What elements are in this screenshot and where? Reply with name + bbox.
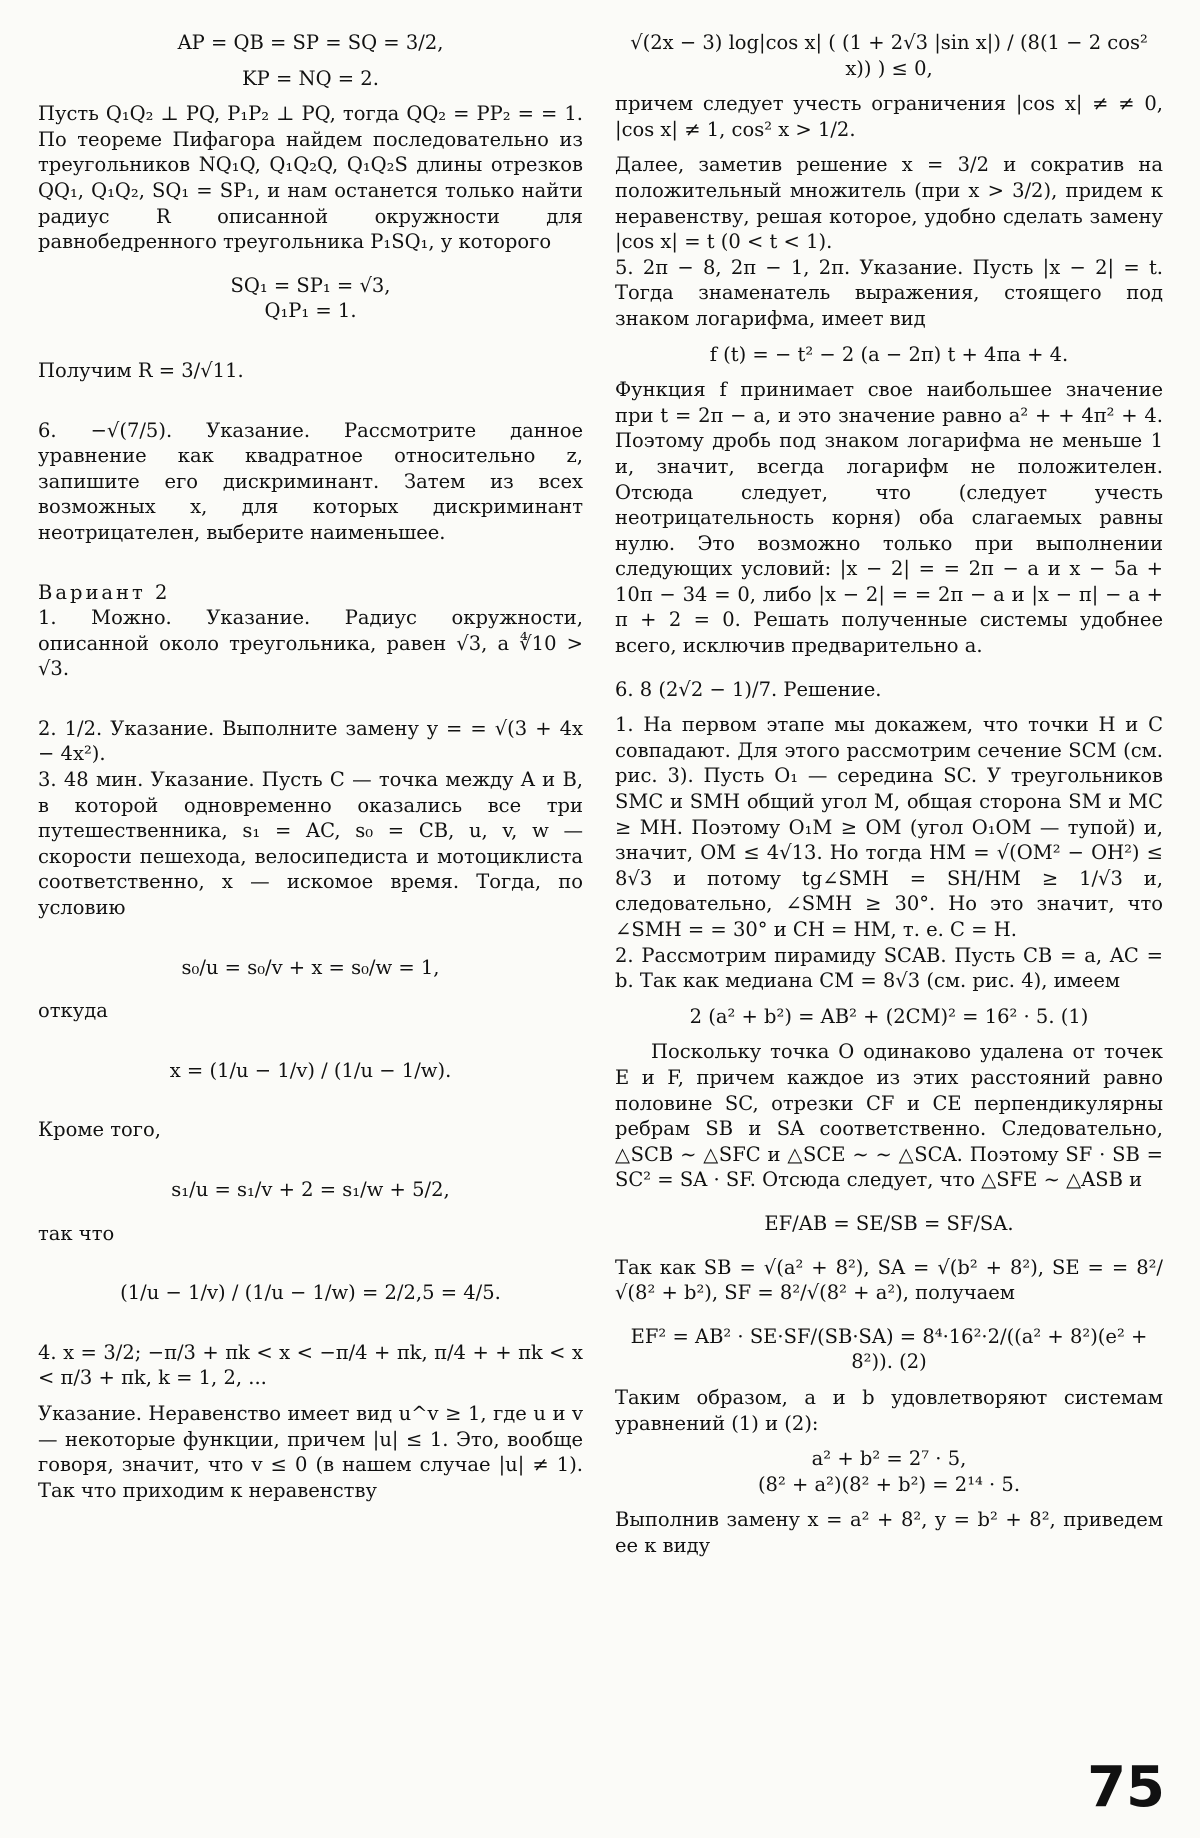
eq-ef-ratio: EF/AB = SE/SB = SF/SA. xyxy=(764,1211,1014,1235)
eq-x: x = (1/u − 1/v) / (1/u − 1/w). xyxy=(169,1058,452,1082)
eq-2: EF² = AB² · SE·SF/(SB·SA) = 8⁴·16²·2/((a² + 8²)(e² + 8²)). (2) xyxy=(630,1324,1148,1374)
system-eq-2: (8² + a²)(8² + b²) = 2¹⁴ · 5. xyxy=(757,1472,1021,1496)
paragraph-takim: Таким образом, a и b удовлетворяют системам уравнений (1) и (2): xyxy=(615,1385,1163,1435)
eq-s1: s₁/u = s₁/v + 2 = s₁/w + 5/2, xyxy=(171,1178,450,1201)
tak-chto: так что xyxy=(38,1221,115,1245)
v2-answer-3: 3. 48 мин. Указание. Пусть C — точка между A и B, в которой одновременно оказались все три путешественника, s₁ = AC, s₀ = CB, u, v, w — скорости пешехода, велосипедиста и мотоциклиста соответственно, x — искомое время. Тогда, по условию xyxy=(38,768,583,920)
paragraph-poskolku: Поскольку точка O одинаково удалена от точек E и F, причем каждое из этих расстояний равно половине SC, отрезки CF и CE перпендикулярны ребрам SB и SA соответственно. Следовательно, △SCB ∼ △SFC и △SCE ∼ ∼ △SCA. Поэтому SF · SB = SC² = SA · SF. Отсюда следует, что △SFE ∼ △ASB и xyxy=(615,1040,1163,1192)
v2-answer-1: 1. Можно. Указание. Радиус окружности, описанной около треугольника, равен √3, а ∜10 > √3. xyxy=(38,606,583,681)
answer-5: 5. 2π − 8, 2π − 1, 2π. Указание. Пусть |x − 2| = t. Тогда знаменатель выражения, стоящего под знаком логарифма, имеет вид xyxy=(615,255,1163,330)
eq-log-inequality: √(2x − 3) log|cos x| ( (1 + 2√3 |sin x|) / (8(1 − 2 cos² x)) ) ≤ 0, xyxy=(630,31,1148,80)
v2-answer-2: 2. 1/2. Указание. Выполните замену y = = √(3 + 4x − 4x²). xyxy=(38,716,583,766)
page-number: 75 xyxy=(1087,1755,1165,1820)
eq-kp: KP = NQ = 2. xyxy=(242,66,379,90)
paragraph-function: Функция f принимает свое наибольшее значение при t = 2π − a, и это значение равно a² + + 4π² + 4. Поэтому дробь под знаком логарифма не меньше 1 и, значит, всегда логарифм не положителен. Отсюда следует, что (следует учесть неотрицательность корня) оба слагаемых равны нулю. Это возможно только при выполнении следующих условий: |x − 2| = = 2π − a и x − 5a + 10π − 34 = 0, либо |x − 2| = = 2π − a и |x − π| − a + π + 2 = 0. Решать полученные системы удобнее всего, исключив предварительно a. xyxy=(615,378,1163,658)
eq-q1p1: Q₁P₁ = 1. xyxy=(264,299,357,323)
paragraph-tak-kak: Так как SB = √(a² + 8²), SA = √(b² + 8²), SE = = 8²/√(8² + b²), SF = 8²/√(8² + a²), получаем xyxy=(615,1255,1163,1305)
eq-sq1: SQ₁ = SP₁ = √3, xyxy=(230,273,391,297)
solution-step-2: 2. Рассмотрим пирамиду SCAB. Пусть CB = a, AC = b. Так как медиана CM = 8√3 (см. рис. 4), имеем xyxy=(615,943,1163,993)
eq-ft: f (t) = − t² − 2 (a − 2π) t + 4πa + 4. xyxy=(709,342,1069,366)
paragraph-pifagor: Пусть Q₁Q₂ ⊥ PQ, P₁P₂ ⊥ PQ, тогда QQ₂ = PP₂ = = 1. По теореме Пифагора найдем последовательно из треугольников NQ₁Q, Q₁Q₂Q, Q₁Q₂S длины отрезков QQ₁, Q₁Q₂, SQ₁ = SP₁, и нам останется только найти радиус R описанной окружности для равнобедренного треугольника P₁SQ₁, у которого xyxy=(38,102,583,254)
solution-step-1: 1. На первом этапе мы докажем, что точки H и C совпадают. Для этого рассмотрим сечение SCM (см. рис. 3). Пусть O₁ — середина SC. У треугольников SMC и SMH общий угол M, общая сторона SM и MC ≥ MH. Поэтому O₁M ≥ OM (угол O₁OM — тупой) и, значит, OM ≤ 4√13. Но тогда HM = √(OM² − OH²) ≤ 8√3 и потому tg∠SMH = SH/HM ≥ 1/√3 и, следовательно, ∠SMH ≥ 30°. Но это значит, что ∠SMH = = 30° и CH = HM, т. е. C = H. xyxy=(615,713,1163,941)
answer-6: 6. −√(7/5). Указание. Рассмотрите данное уравнение как квадратное относительно z, запишите его дискриминант. Затем из всех возможных x, для которых дискриминант неотрицателен, выберите наименьшее. xyxy=(38,418,583,544)
eq-ratio: (1/u − 1/v) / (1/u − 1/w) = 2/2,5 = 4/5. xyxy=(120,1281,501,1305)
answer-6-right: 6. 8 (2√2 − 1)/7. Решение. xyxy=(615,677,882,701)
v2-answer-4: 4. x = 3/2; −π/3 + πk < x < −π/4 + πk, π/4 + + πk < x < π/3 + πk, k = 1, 2, ... xyxy=(38,1340,583,1390)
paragraph-prichem: причем следует учесть ограничения |cos x| ≠ ≠ 0, |cos x| ≠ 1, cos² x > 1/2. xyxy=(615,92,1163,141)
otkuda: откуда xyxy=(38,999,108,1023)
eq-s0: s₀/u = s₀/v + x = s₀/w = 1, xyxy=(181,955,440,979)
variant-2-heading: Вариант 2 xyxy=(38,580,171,604)
result-radius: Получим R = 3/√11. xyxy=(38,358,244,382)
paragraph-zamena: Выполнив замену x = a² + 8², y = b² + 8², приведем ее к виду xyxy=(615,1508,1163,1557)
paragraph-dalee: Далее, заметив решение x = 3/2 и сократив на положительный множитель (при x > 3/2), придем к неравенству, решая которое, удобно сделать замену |cos x| = t (0 < t < 1). xyxy=(615,153,1163,254)
eq-ap: AP = QB = SP = SQ = 3/2, xyxy=(177,31,444,54)
eq-1: 2 (a² + b²) = AB² + (2CM)² = 16² · 5. (1) xyxy=(689,1004,1089,1028)
system-eq-1: a² + b² = 2⁷ · 5, xyxy=(811,1447,967,1471)
v2-answer-4-hint: Указание. Неравенство имеет вид u^v ≥ 1, где u и v — некоторые функции, причем |u| ≤ 1. Это, вообще говоря, значит, что v ≤ 0 (в нашем случае |u| ≠ 1). Так что приходим к неравенству xyxy=(38,1401,583,1502)
right-column xyxy=(615,30,1163,1558)
krome-togo: Кроме того, xyxy=(38,1118,161,1142)
left-column xyxy=(38,30,583,1503)
